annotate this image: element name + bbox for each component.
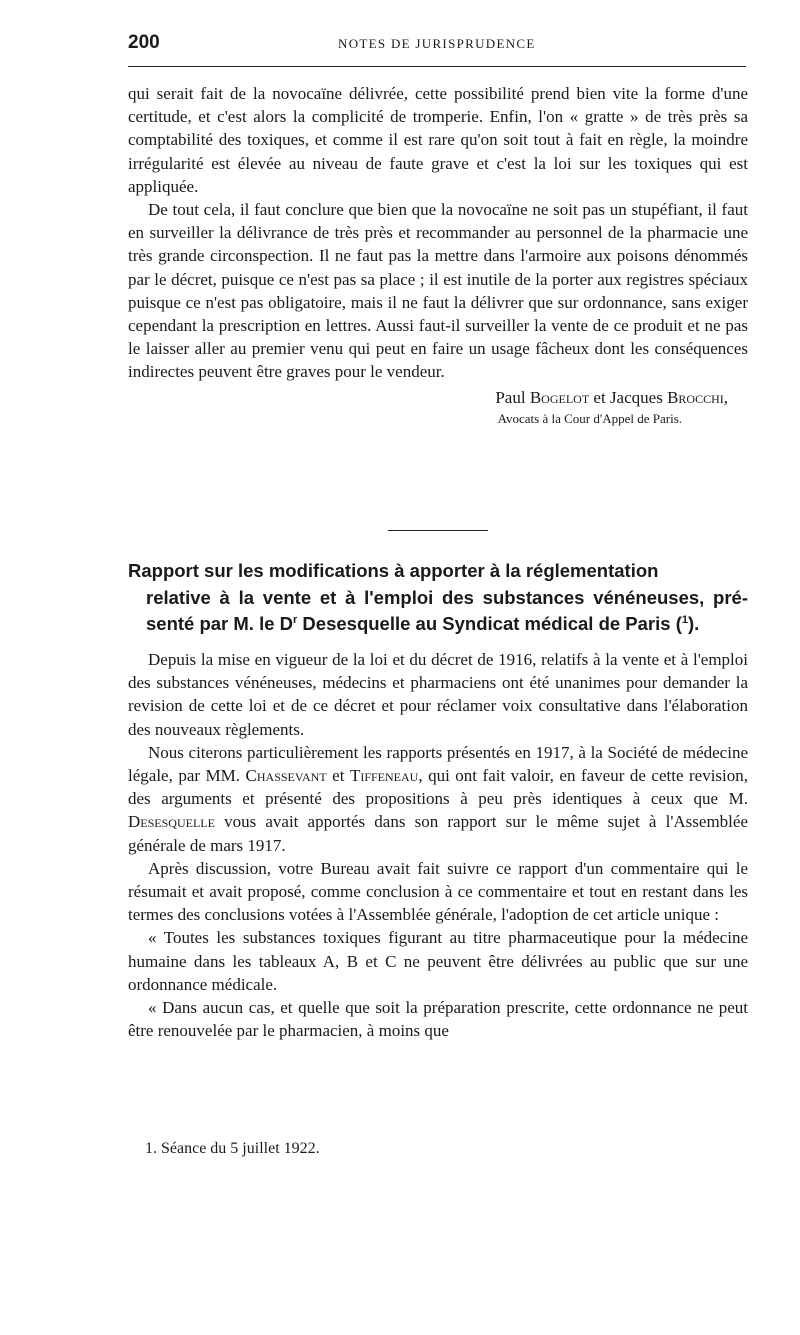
continuation-paragraph-1: qui serait fait de la novocaïne délivrée, cette possibilité prend bien vite la forme d'une certitude, et c'est alors la complicité de tromperie. Enfin, l'on « gratte » de très près sa comptabilité des toxiques, et comme il est rare qu'on soit tout à fait en règle, la moindre irrégularité est élevée au niveau de faute grave et c'est la loi sur les toxiques qui est appliquée.	[128, 84, 748, 196]
report-body	[128, 648, 748, 1042]
report-paragraph-3: Après discussion, votre Bureau avait fait suivre ce rapport d'un commentaire qui le résumait et avait proposé, comme conclusion à ce commentaire et tout en restant dans les termes des conclusions votées à l'Assemblée générale, l'adoption de cet article unique :	[128, 858, 748, 925]
continuation-paragraph-2: De tout cela, il faut conclure que bien que la novocaïne ne soit pas un stupéfiant, il faut en surveiller la délivrance de très près et recommander au personnel de la pharmacie une très grande circonspection. Il ne faut pas la mettre dans l'armoire aux poisons dénommés par le décret, puisque ce n'est pas sa place ; il est inutile de la porter aux registres spéciaux puisque ce n'est pas obligatoire, mais il ne faut la délivrer que sur ordonnance, sans exiger cependant la prescription en lettres. Aussi faut-il surveiller la vente de ce produit et ne pas le laisser aller au premier venu qui peut en faire un usage fâcheux dont les conséquences indirectes peuvent être graves pour le vendeur.	[128, 200, 748, 382]
report-title: Rapport sur les modifications à apporter à la réglementation relative à la vente et à l'emploi des substances vénéneuses, pré- senté par M. le $D^r$ Desesquelle au Syndicat médical de Paris ($^1$).	[128, 560, 748, 634]
author-brocchi: Brocchi,	[667, 387, 728, 407]
page-number: 200	[128, 32, 160, 53]
section-separator	[388, 530, 488, 531]
footnote-reference: 1	[681, 613, 688, 626]
running-title: NOTES DE JURISPRUDENCE	[338, 36, 536, 51]
report-quote-1: « Toutes les substances toxiques figurant au titre pharmaceutique pour la médecine humaine dans les tableaux A, B et C ne peuvent être délivrées au public que sur une ordonnance médicale.	[128, 928, 748, 994]
signature-authors: Paul Bogelot et Jacques Brocchi,	[495, 387, 728, 407]
signature-role: Avocats à la Cour d'Appel de Paris.	[497, 410, 682, 426]
author-bogelot: Bogelot	[529, 387, 590, 407]
page-header	[128, 32, 748, 60]
report-paragraph-2: Nous citerons particulièrement les rapports présentés en 1917, à la Société de médecine légale, par MM. Chassevant et Tiffeneau, qui ont fait valoir, en faveur de cette revision, des arguments et présenté des propositions à peu près identiques à ceux que M. Desesquelle vous avait apportés dans son rapport sur le même sujet à l'Assemblée générale de mars 1917.	[128, 742, 748, 855]
footnote: 1. Séance du 5 juillet 1922.	[145, 1140, 320, 1157]
article-continuation	[128, 82, 748, 429]
report-paragraph-1: Depuis la mise en vigueur de la loi et du décret de 1916, relatifs à la vente et à l'emploi des substances vénéneuses, médecins et pharmaciens ont été unanimes pour demander la revision de cette loi et de ce décret et pour réclamer voix consultative dans l'élaboration des nouveaux règlements.	[128, 650, 748, 739]
report-quote-2: « Dans aucun cas, et quelle que soit la préparation prescrite, cette ordonnance ne peut être renouvelée par le pharmacien, à moins que	[128, 998, 748, 1041]
header-rule	[128, 66, 746, 67]
